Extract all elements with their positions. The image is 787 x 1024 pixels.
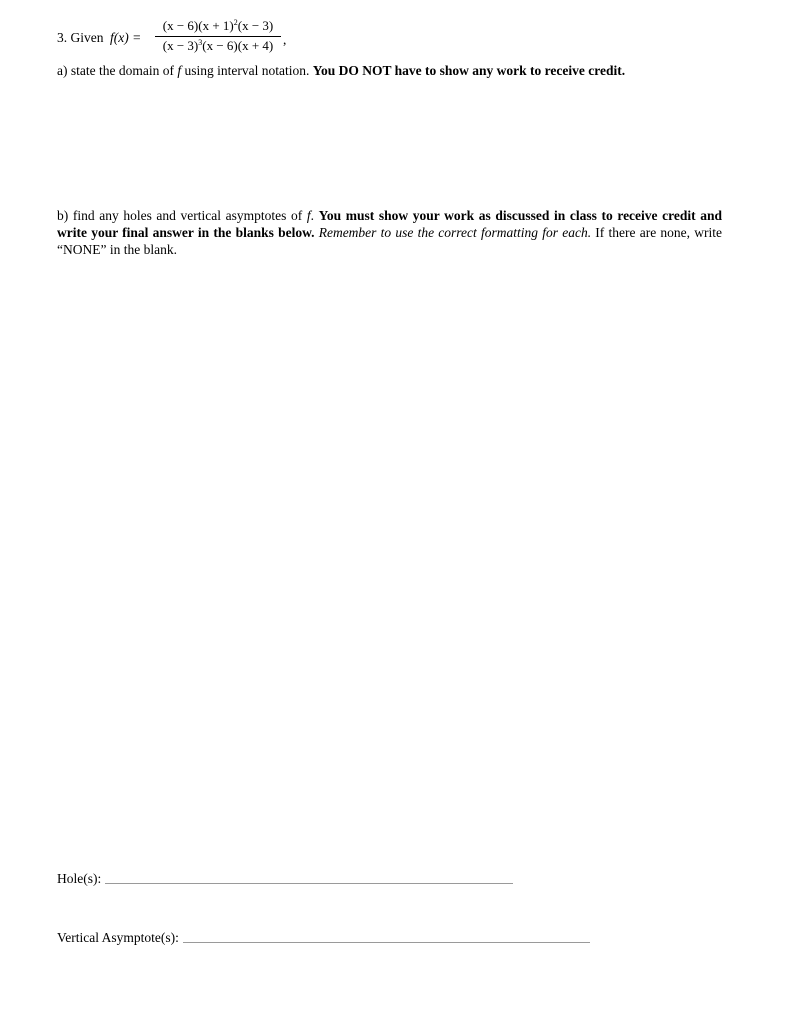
part-a-prompt: a) state the domain of f using interval notation. You DO NOT have to show any work to receive credit.	[57, 63, 626, 78]
holes-blank[interactable]	[105, 882, 513, 884]
function-fraction	[153, 18, 283, 54]
vertical-asymptotes-label: Vertical Asymptote(s):	[57, 930, 179, 945]
holes-label: Hole(s):	[57, 871, 102, 886]
problem-number: 3. Given	[57, 30, 104, 45]
vertical-asymptotes-blank[interactable]	[183, 941, 590, 943]
part-b-instruction: You must show your work as discussed in class to receive credit and write your final answer in the blanks below.	[57, 208, 723, 240]
part-b-note: Remember to use the correct formatting for each.	[318, 225, 592, 240]
part-b-prompt: b) find any holes and vertical asymptotes of f. You must show your work as discussed in class to receive credit and write your final answer in the blanks below. Remember to use the correct formatting for each. If there are none, write “NONE” in the blank.	[57, 208, 723, 257]
holes-answer-row	[57, 871, 513, 887]
vertical-asymptotes-answer-row	[57, 930, 590, 946]
trailing-comma: ,	[283, 32, 287, 47]
fraction-numerator: $(x - 6)(x + 1)^2(x - 3)$	[162, 18, 274, 33]
fraction-denominator: $(x - 3)^3(x - 6)(x + 4)$	[162, 38, 274, 53]
part-a-instruction: You DO NOT have to show any work to receive credit.	[312, 63, 626, 78]
function-name: f(x) =	[110, 30, 142, 45]
